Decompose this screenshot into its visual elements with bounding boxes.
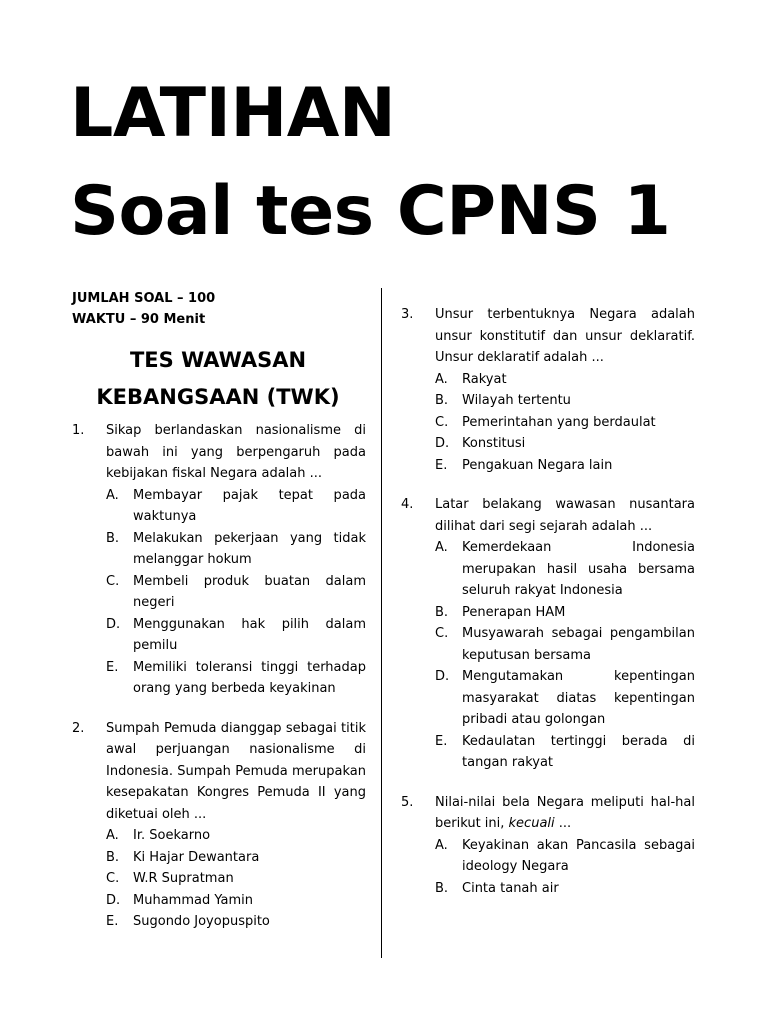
question-number: 3. (401, 307, 414, 322)
page-title-line-1: LATIHAN (70, 74, 396, 153)
right-column (401, 304, 695, 899)
question-number: 1. (72, 423, 85, 438)
question-number: 4. (401, 497, 414, 512)
option-c (106, 571, 366, 614)
option-letter: A. (106, 828, 119, 843)
question-5 (401, 792, 695, 900)
option-letter: C. (435, 414, 449, 430)
stem-text: Nilai-nilai bela Negara meliputi hal-hal berikut ini, (435, 794, 695, 831)
question-stem (435, 792, 695, 835)
question-3 (401, 304, 695, 476)
question-stem: Latar belakang wawasan nusantara dilihat dari segi sejarah adalah ... (435, 497, 695, 534)
option-c (435, 623, 695, 666)
option-b (435, 390, 695, 412)
option-text: Konstitusi (462, 436, 526, 451)
option-text: Sugondo Joyopuspito (133, 914, 270, 929)
option-text: Cinta tanah air (462, 880, 559, 896)
option-b (106, 528, 366, 571)
option-a (435, 369, 695, 391)
option-text: W.R Supratman (133, 871, 234, 886)
option-text: Muhammad Yamin (133, 892, 253, 908)
option-letter: C. (435, 626, 449, 641)
time-limit: WAKTU – 90 Menit (72, 312, 206, 327)
option-text: Rakyat (462, 371, 507, 387)
option-text: Melakukan pekerjaan yang tidak melanggar hokum (133, 530, 366, 567)
question-stem: Unsur terbentuknya Negara adalah unsur konstitutif dan unsur deklaratif. Unsur deklaratif adalah ... (435, 307, 695, 365)
option-text: Membayar pajak tepat pada waktunya (133, 487, 366, 524)
option-text: Mengutamakan kepentingan masyarakat diatas kepentingan pribadi atau golongan (462, 669, 695, 727)
option-text: Menggunakan hak pilih dalam pemilu (133, 616, 366, 653)
option-letter: B. (435, 604, 449, 620)
section-title (72, 342, 364, 416)
option-d (106, 890, 366, 912)
option-e (106, 657, 366, 700)
option-letter: D. (435, 669, 450, 684)
option-b (106, 847, 366, 869)
section-title-line-1: TES WAWASAN (129, 348, 307, 372)
question-2 (72, 718, 366, 933)
question-4 (401, 494, 695, 774)
stem-text-end: ... (554, 816, 572, 831)
option-letter: D. (106, 616, 121, 632)
option-text: Musyawarah sebagai pengambilan keputusan bersama (462, 626, 695, 663)
option-e (435, 455, 695, 477)
option-c (106, 868, 366, 890)
option-text: Pengakuan Negara lain (462, 457, 613, 473)
question-number: 5. (401, 794, 414, 810)
option-letter: A. (435, 371, 448, 387)
option-text: Membeli produk buatan dalam negeri (133, 573, 366, 610)
option-text: Kedaulatan tertinggi berada di tangan rakyat (462, 733, 695, 770)
option-c (435, 412, 695, 434)
option-d (435, 433, 695, 455)
option-b (435, 602, 695, 624)
option-text: Kemerdekaan Indonesia merupakan hasil usaha bersama seluruh rakyat Indonesia (462, 540, 695, 598)
section-title-line-2: KEBANGSAAN (TWK) (96, 385, 340, 409)
option-a (435, 835, 695, 878)
option-text: Pemerintahan yang berdaulat (462, 414, 656, 430)
exam-meta (72, 288, 215, 330)
option-text: Keyakinan akan Pancasila sebagai ideology Negara (462, 837, 695, 874)
option-letter: C. (106, 871, 120, 886)
option-b (435, 878, 695, 900)
option-letter: D. (106, 892, 121, 908)
option-letter: E. (106, 914, 119, 929)
option-letter: D. (435, 436, 450, 451)
option-letter: C. (106, 573, 120, 589)
option-d (435, 666, 695, 731)
stem-italic-text: kecuali (508, 816, 555, 831)
page-title-line-2: Soal tes CPNS 1 (70, 172, 671, 251)
left-column (72, 420, 366, 933)
option-letter: A. (435, 837, 448, 853)
option-a (435, 537, 695, 602)
option-letter: E. (435, 733, 448, 749)
option-text: Penerapan HAM (462, 604, 566, 620)
option-text: Ki Hajar Dewantara (133, 849, 260, 865)
option-text: Memiliki toleransi tinggi terhadap orang yang berbeda keyakinan (133, 659, 366, 696)
option-letter: B. (106, 849, 120, 865)
column-divider (381, 288, 382, 958)
option-a (106, 485, 366, 528)
option-e (435, 731, 695, 774)
question-stem: Sikap berlandaskan nasionalisme di bawah ini yang berpengaruh pada kebijakan fiskal Negara adalah ... (106, 423, 366, 481)
option-d (106, 614, 366, 657)
option-e (106, 911, 366, 933)
option-text: Ir. Soekarno (133, 828, 211, 843)
option-letter: B. (435, 393, 449, 408)
option-letter: A. (106, 487, 119, 503)
question-stem: Sumpah Pemuda dianggap sebagai titik awal perjuangan nasionalisme di Indonesia. Sumpah Pemuda merupakan kesepakatan Kongres Pemuda II yang diketuai oleh ... (106, 720, 366, 822)
option-letter: B. (106, 530, 120, 546)
option-letter: B. (435, 880, 449, 896)
question-1 (72, 420, 366, 700)
question-count: JUMLAH SOAL – 100 (72, 291, 216, 306)
option-letter: E. (106, 659, 119, 675)
option-text: Wilayah tertentu (462, 393, 571, 408)
option-a (106, 825, 366, 847)
option-letter: E. (435, 457, 448, 473)
option-letter: A. (435, 540, 448, 555)
question-number: 2. (72, 720, 85, 736)
